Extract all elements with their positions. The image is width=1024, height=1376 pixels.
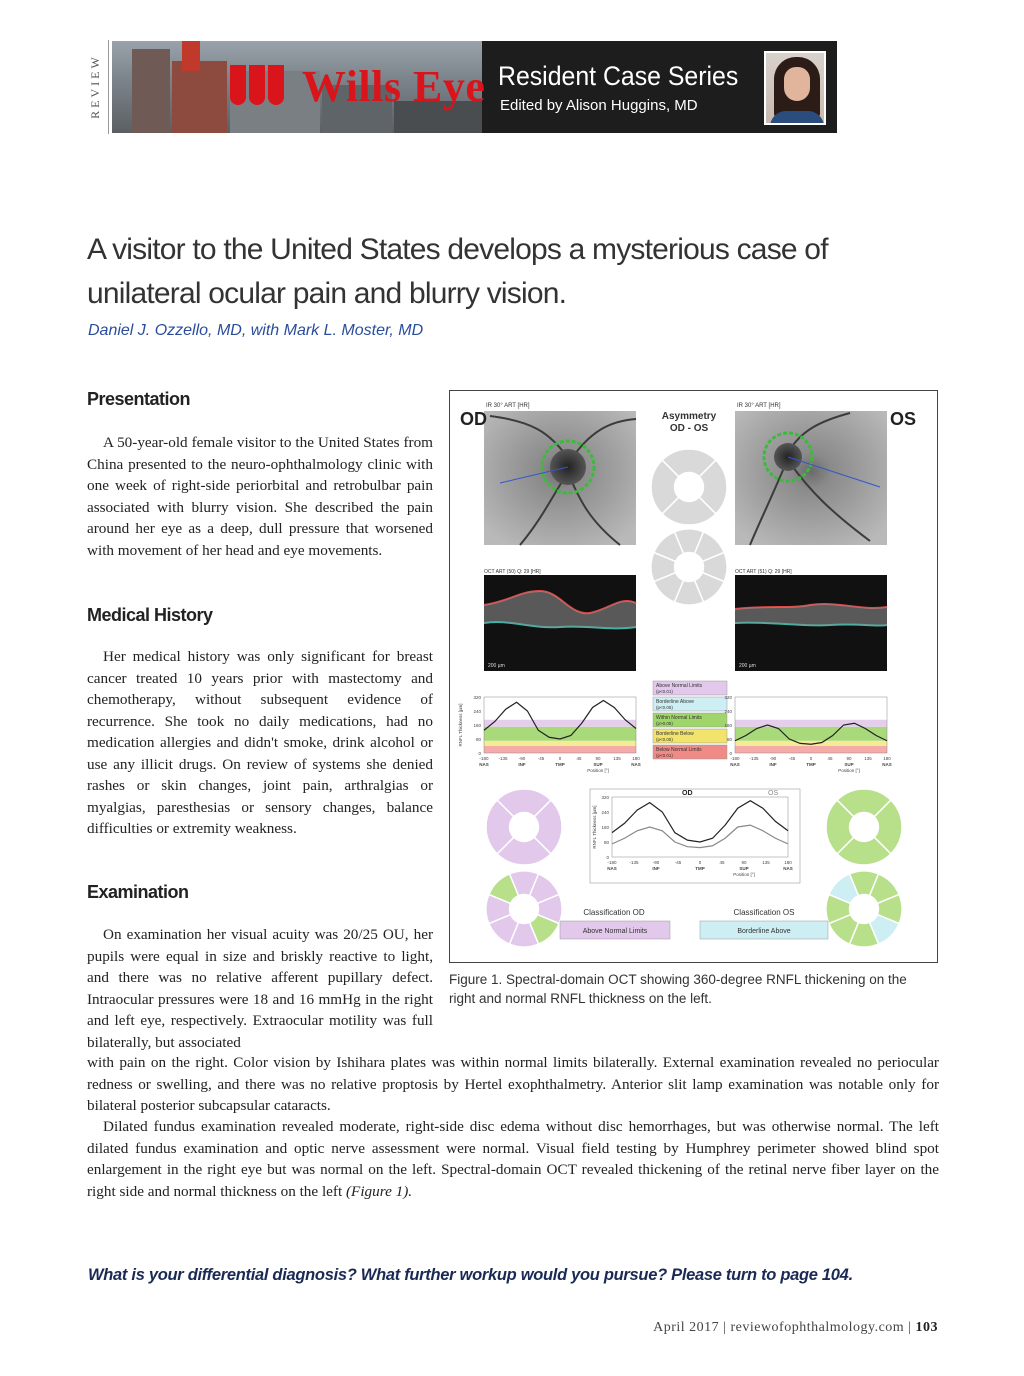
header-od: IR 30° ART [HR] (486, 403, 530, 409)
rnfl-od-xtick: 90 (595, 756, 601, 761)
paragraph-examination: On examination her visual acuity was 20/25 OU, her pupils were equal in size and briskly reactive to light, and there was no relative afferent pupillary defect. Intraocular pressures were 18 and 16 mmHg in the right and left eye, respectively. Extraocular motility was full bilaterally, but associated (87, 926, 433, 1051)
heading-examination: Examination (87, 882, 189, 902)
page-number: 103 (915, 1320, 938, 1335)
rnfl-os-xtick: -180 (730, 756, 740, 761)
compare-os-label: OS (768, 790, 779, 797)
sector-wheel-os-quadrants (826, 789, 902, 865)
heading-medical-history: Medical History (87, 605, 213, 625)
rnfl-os-xtick: -45 (788, 756, 796, 761)
banner (112, 41, 837, 133)
compare-od-xtick: 0 (698, 860, 702, 865)
compare-od-xtick: 135 (762, 860, 770, 865)
rnfl-od-band (484, 720, 636, 727)
figure-reference: (Figure 1). (345, 1182, 413, 1200)
compare-od-xlabel: Position [°] (733, 872, 755, 877)
compare-od-ytick: 320 (601, 795, 609, 800)
page-footer: April 2017 | reviewofophthalmology.com | 103 (653, 1320, 938, 1335)
compare-od-xtick: -135 (629, 860, 639, 865)
rnfl-os-xtick: 90 (846, 756, 852, 761)
rnfl-od-xtick: 45 (576, 756, 582, 761)
wills-eye-logo-mark (230, 65, 284, 105)
compare-od-label: OD (682, 790, 693, 797)
editor-portrait (764, 51, 826, 125)
compare-od-xregion: TMP (695, 866, 705, 871)
asymmetry-title: Asymmetry (661, 411, 717, 422)
os-segment-center (852, 897, 877, 922)
scale-bar-os: 200 µm (739, 663, 756, 669)
compare-od-xregion: INF (652, 866, 660, 871)
figure-1 (449, 390, 938, 963)
rnfl-os-ytick: 240 (724, 709, 732, 714)
rnfl-os-xregion: SUP (844, 762, 854, 767)
classification-od-label: Classification OD (583, 908, 645, 917)
asymmetry-wheel-segments (651, 529, 727, 605)
compare-od-ytick: 160 (601, 825, 609, 830)
rnfl-os-xtick: 180 (883, 756, 891, 761)
compare-od-ytick: 0 (606, 855, 609, 860)
wills-eye-logo: Wills Eye (302, 62, 486, 111)
rnfl-od-ytick: 80 (475, 737, 481, 742)
legend-label: Within Normal Limits (656, 715, 702, 721)
rnfl-plot-os (724, 695, 891, 773)
rnfl-od-xtick: -90 (518, 756, 526, 761)
compare-od-xregion: NAS (783, 866, 793, 871)
rnfl-os-xtick: 0 (809, 756, 813, 761)
footer-site: reviewofophthalmology.com (730, 1320, 905, 1335)
heading-presentation: Presentation (87, 389, 191, 409)
article-authors: Daniel J. Ozzello, MD, with Mark L. Moster, MD (88, 322, 424, 339)
rnfl-os-xtick: 45 (827, 756, 833, 761)
compare-od-xtick: -45 (674, 860, 682, 865)
rnfl-od-band (484, 746, 636, 753)
rnfl-comparison-plot (590, 789, 800, 883)
sector-wheel-od-segments (486, 871, 562, 947)
legend-sub: (p>0.05) (656, 721, 673, 726)
rnfl-os-ytick: 80 (726, 737, 732, 742)
rnfl-od-ytick: 0 (478, 751, 481, 756)
paragraph-presentation: A 50-year-old female visitor to the United States from China presented to the neuro-ophthalmology clinic with one week of right-side periorbital and retrobulbar pain associated with blurry vision. She described the pain around her eye as a deep, dull pressure that worsened with movement of her head and eye movements. (87, 434, 433, 559)
figure-caption: Figure 1. Spectral-domain OCT showing 360-degree RNFL thickening on the right and normal RNFL thickness on the left. (449, 972, 907, 1006)
rnfl-os-xtick: -90 (769, 756, 777, 761)
scan-label-os: OCT ART (51) Q: 29 [HR] (735, 569, 792, 575)
compare-od-xtick: 90 (741, 860, 747, 865)
legend-sub: (p<0.05) (656, 705, 673, 710)
closing-question: What is your differential diagnosis? What further workup would you pursue? Please turn to page 104. (88, 1266, 853, 1284)
compare-od-xtick: -180 (607, 860, 617, 865)
fundus-os (735, 411, 887, 545)
rnfl-od-ylabel: RNFL Thickness [µm] (458, 703, 463, 747)
scan-label-od: OCT ART (50) Q: 29 [HR] (484, 569, 541, 575)
rnfl-plot-od (458, 695, 641, 773)
rnfl-od-xregion: INF (518, 762, 526, 767)
compare-od-xregion: SUP (739, 866, 749, 871)
compare-od-xtick: -90 (652, 860, 660, 865)
legend-sub: (p<0.01) (656, 689, 673, 694)
rnfl-od-xregion: NAS (631, 762, 641, 767)
asym-quadrant-center (677, 475, 702, 500)
rnfl-od-xregion: SUP (593, 762, 603, 767)
rnfl-os-band (735, 720, 887, 727)
classification-od-value: Above Normal Limits (582, 928, 648, 935)
rnfl-os-ytick: 160 (724, 723, 732, 728)
classification-os-label: Classification OS (733, 908, 795, 917)
article-title: A visitor to the United States develops a mysterious case of unilateral ocular pain and blurry vision. (87, 233, 828, 310)
header-os: IR 30° ART [HR] (737, 403, 781, 409)
series-editor: Edited by Alison Huggins, MD (500, 97, 698, 114)
oct-figure (450, 391, 939, 964)
asymmetry-subtitle: OD - OS (669, 423, 709, 434)
rnfl-od-ytick: 240 (473, 709, 481, 714)
rnfl-os-band (735, 746, 887, 753)
rnfl-os-xregion: NAS (882, 762, 892, 767)
rnfl-os-band (735, 727, 887, 741)
rnfl-od-xtick: -45 (537, 756, 545, 761)
rnfl-od-xregion: TMP (555, 762, 565, 767)
classification-legend (653, 681, 727, 759)
rnfl-od-xtick: -135 (498, 756, 508, 761)
scale-bar-od: 200 µm (488, 663, 505, 669)
legend-sub: (p<0.05) (656, 737, 673, 742)
compare-od-xtick: 45 (719, 860, 725, 865)
rnfl-od-band (484, 741, 636, 746)
oct-scan-os (735, 575, 887, 671)
compare-od-xregion: NAS (607, 866, 617, 871)
rnfl-od-xtick: 180 (632, 756, 640, 761)
rnfl-od-ytick: 160 (473, 723, 481, 728)
label-od: OD (460, 409, 487, 429)
rnfl-os-xregion: INF (769, 762, 777, 767)
od-segment-center (512, 897, 537, 922)
asymmetry-wheel-sectors (651, 449, 727, 525)
compare-od-xtick: 180 (784, 860, 792, 865)
section-label (84, 40, 106, 132)
legend-label: Below Normal Limits (656, 747, 702, 753)
rnfl-od-ytick: 320 (473, 695, 481, 700)
rnfl-os-xlabel: Position [°] (838, 768, 860, 773)
compare-od-ytick: 80 (603, 840, 609, 845)
rnfl-os-xregion: NAS (730, 762, 740, 767)
classification-os-value: Borderline Above (737, 928, 791, 935)
rnfl-od-xregion: NAS (479, 762, 489, 767)
sector-wheel-os-segments (826, 871, 902, 947)
divider (108, 40, 109, 134)
rnfl-os-band (735, 741, 887, 746)
rnfl-os-ytick: 320 (724, 695, 732, 700)
rnfl-os-xtick: 135 (864, 756, 872, 761)
fundus-od (484, 411, 636, 545)
label-os: OS (890, 409, 917, 429)
rnfl-od-xtick: 135 (613, 756, 621, 761)
section-label-text: REVIEW (87, 53, 102, 119)
paragraph-fundus (87, 1116, 939, 1202)
paragraph-fundus-text: Dilated fundus examination revealed moderate, right-side disc edema without disc hemorrhages, but was otherwise normal. The left dilated fundus examination and optic nerve assessment were normal. Visual field testing by Humphrey perimeter showed blind spot enlargement in the right eye but was normal on the left. Spectral-domain OCT revealed thickening of the retinal nerve fiber layer on the right side and normal thickness on the left (87, 1118, 939, 1200)
series-title: Resident Case Series (498, 61, 739, 91)
legend-label: Borderline Below (656, 731, 694, 737)
oct-scan-od (484, 575, 636, 671)
sector-wheel-od-quadrants (486, 789, 562, 865)
paragraph-examination-continued: with pain on the right. Color vision by Ishihara plates was within normal limits bilaterally. External examination revealed no periocular redness or swelling, and there was no relative proptosis by Hertel exophthalmetry. Anterior slit lamp examination was notable only for bilateral posterior subcapsular cataracts. (87, 1054, 939, 1114)
rnfl-os-xregion: TMP (806, 762, 816, 767)
compare-od-ytick: 240 (601, 810, 609, 815)
rnfl-os-ytick: 0 (729, 751, 732, 756)
footer-date: April 2017 (653, 1320, 720, 1335)
od-quadrant-center (512, 815, 537, 840)
legend-sub: (p<0.01) (656, 753, 673, 758)
rnfl-os-xtick: -135 (749, 756, 759, 761)
rnfl-od-xtick: 0 (558, 756, 562, 761)
rnfl-od-xlabel: Position [°] (587, 768, 609, 773)
rnfl-od-xtick: -180 (479, 756, 489, 761)
legend-label: Borderline Above (656, 699, 695, 705)
compare-ylabel: RNFL Thickness [µm] (592, 805, 597, 849)
asym-segment-center (677, 555, 702, 580)
legend-label: Above Normal Limits (656, 683, 703, 689)
paragraph-medical-history: Her medical history was only significant for breast cancer treated 10 years prior with mastectomy and chemotherapy, without subsequent evidence of recurrence. She took no daily medications, had no medication allergies and didn't smoke, drink alcohol or use any illicit drugs. On review of systems she denied rashes or skin changes, joint pain, arthralgias or myalgias, paresthesias or sensory changes, balance difficulties or extremity weakness. (87, 648, 433, 837)
os-quadrant-center (852, 815, 877, 840)
